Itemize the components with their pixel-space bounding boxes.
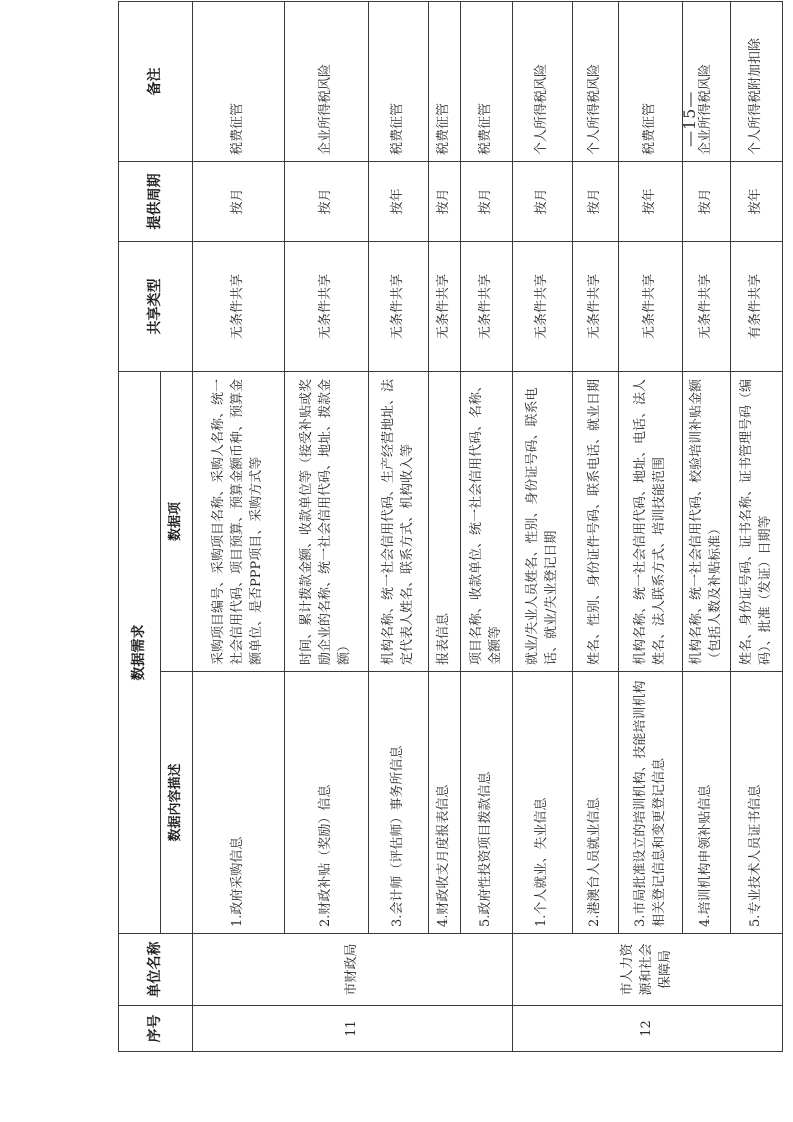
cell-items: 项目名称、收款单位、统一社会信用代码、名称、金额等 — [461, 372, 513, 672]
header-seq: 序号 — [119, 1006, 193, 1052]
table-row — [429, 2, 461, 1052]
cell-desc: 4.培训机构申领补贴信息 — [683, 672, 731, 934]
cell-items: 采购项目编号、采购项目名称、采购人名称、统一社会信用代码、项目预算、预算金额币种、预算金额单位、是否PPP项目、采购方式等 — [193, 372, 285, 672]
cell-items: 机构名称、统一社会信用代码、校验培训补贴金额（包括人数及补贴标准） — [683, 372, 731, 672]
cell-seq: 11 — [193, 1006, 513, 1052]
table-row — [683, 2, 731, 1052]
cell-items: 机构名称、统一社会信用代码、地址、电话、法人姓名、法人联系方式、培训技能范围 — [619, 372, 683, 672]
cell-share: 无条件共享 — [369, 242, 429, 372]
cell-items: 时间、累计拨款金额、收款单位等（接受补贴或奖励企业的名称、统一社会信用代码、地址、拨款金额） — [285, 372, 369, 672]
cell-period: 按月 — [285, 162, 369, 242]
cell-remark: 企业所得税风险 — [683, 2, 731, 162]
cell-period: 按年 — [369, 162, 429, 242]
header-row-1 — [119, 2, 161, 1052]
cell-unit: 市财政局 — [193, 934, 513, 1006]
cell-items: 报表信息 — [429, 372, 461, 672]
header-period: 提供周期 — [119, 162, 193, 242]
data-sharing-table — [118, 1, 783, 1052]
cell-remark: 税费征管 — [461, 2, 513, 162]
cell-remark: 税费征管 — [369, 2, 429, 162]
header-share: 共享类型 — [119, 242, 193, 372]
cell-period: 按月 — [573, 162, 619, 242]
table-row — [285, 2, 369, 1052]
header-remark: 备注 — [119, 2, 193, 162]
table-row — [619, 2, 683, 1052]
cell-remark: 个人所得税风险 — [513, 2, 573, 162]
cell-period: 按年 — [619, 162, 683, 242]
cell-remark: 税费征管 — [619, 2, 683, 162]
cell-seq: 12 — [513, 1006, 783, 1052]
table-row — [513, 2, 573, 1052]
cell-share: 无条件共享 — [461, 242, 513, 372]
table-row — [193, 2, 285, 1052]
table-row — [573, 2, 619, 1052]
header-items: 数据项 — [161, 372, 193, 672]
cell-period: 按月 — [461, 162, 513, 242]
cell-remark: 税费征管 — [193, 2, 285, 162]
table-row — [369, 2, 429, 1052]
cell-desc: 1.个人就业、失业信息 — [513, 672, 573, 934]
cell-desc: 3.市局批准设立的培训机构、技能培训机构相关登记信息和变更登记信息 — [619, 672, 683, 934]
cell-share: 无条件共享 — [193, 242, 285, 372]
cell-items: 就业/失业人员姓名、性别、身份证号码、联系电话、就业/失业登记日期 — [513, 372, 573, 672]
cell-period: 按月 — [429, 162, 461, 242]
cell-share: 有条件共享 — [731, 242, 783, 372]
cell-share: 无条件共享 — [619, 242, 683, 372]
cell-desc: 5.政府性投资项目拨款信息 — [461, 672, 513, 934]
cell-desc: 3.会计师（评估师）事务所信息 — [369, 672, 429, 934]
cell-remark: 税费征管 — [429, 2, 461, 162]
cell-remark: 个人所得税风险 — [573, 2, 619, 162]
cell-share: 无条件共享 — [429, 242, 461, 372]
cell-share: 无条件共享 — [513, 242, 573, 372]
cell-items: 姓名、身份证号码、证书名称、证书管理号码（编码）、批准（发证）日期等 — [731, 372, 783, 672]
cell-desc: 1.政府采购信息 — [193, 672, 285, 934]
header-demand: 数据需求 — [119, 372, 161, 934]
cell-period: 按月 — [513, 162, 573, 242]
cell-items: 机构名称、统一社会信用代码、生产经营地址、法定代表人姓名、联系方式、机构收入等 — [369, 372, 429, 672]
cell-period: 按月 — [683, 162, 731, 242]
page-number: —15— — [680, 90, 699, 147]
cell-period: 按月 — [193, 162, 285, 242]
header-unit: 单位名称 — [119, 934, 193, 1006]
cell-period: 按年 — [731, 162, 783, 242]
cell-share: 无条件共享 — [285, 242, 369, 372]
cell-unit: 市人力资源和社会保障局 — [513, 934, 783, 1006]
header-desc: 数据内容描述 — [161, 672, 193, 934]
cell-remark: 个人所得税附加扣除 — [731, 2, 783, 162]
cell-remark: 企业所得税风险 — [285, 2, 369, 162]
cell-desc: 5.专业技术人员证书信息 — [731, 672, 783, 934]
cell-share: 无条件共享 — [573, 242, 619, 372]
cell-desc: 4.财政收支月度报表信息 — [429, 672, 461, 934]
cell-desc: 2.港澳台人员就业信息 — [573, 672, 619, 934]
cell-share: 无条件共享 — [683, 242, 731, 372]
cell-desc: 2.财政补贴（奖励）信息 — [285, 672, 369, 934]
table-row — [461, 2, 513, 1052]
cell-items: 姓名、性别、身份证件号码、联系电话、就业日期 — [573, 372, 619, 672]
table-row — [731, 2, 783, 1052]
